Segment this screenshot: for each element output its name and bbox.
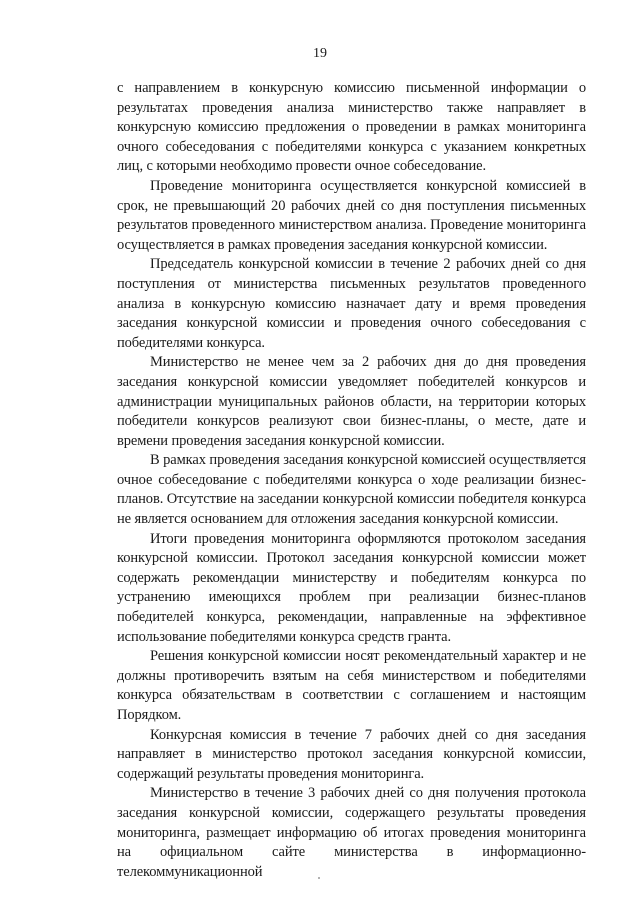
paragraph: Министерство не менее чем за 2 рабочих дня до дня проведения заседания конкурсной комиссии уведомляет победителей конкурсов и администрации муниципальных районов области, на территории которых победители конкурсов реализуют свои бизнес-планы, о месте, дате и времени проведения заседания конкурсной комиссии. (117, 354, 586, 449)
paragraph: Министерство в течение 3 рабочих дней со дня получения протокола заседания конкурсной комиссии, содержащего результаты проведения мониторинга, размещает информацию об итогах проведения мониторинга на официальном сайте министерства в информационно-телекоммуникационной (117, 785, 586, 880)
document-body (117, 79, 586, 882)
page-number: 19 (313, 46, 327, 61)
paragraph: Решения конкурсной комиссии носят рекомендательный характер и не должны противоречить взятым на себя министерством и победителями конкурса обязательствам в соответствии с соглашением и настоящим Порядком. (117, 648, 586, 723)
paragraph: В рамках проведения заседания конкурсной комиссией осуществляется очное собеседование с победителями конкурса о ходе реализации бизнес-планов. Отсутствие на заседании конкурсной комиссии победителя конкурса не является основанием для отложения заседания конкурсной комиссии. (117, 452, 586, 528)
scan-dot-mark (318, 877, 320, 879)
paragraph: Конкурсная комиссия в течение 7 рабочих дней со дня заседания направляет в министерство протокол заседания конкурсной комиссии, содержащий результаты проведения мониторинга. (117, 726, 586, 782)
paragraph: с направлением в конкурсную комиссию письменной информации о результатах проведения анализа министерство также направляет в конкурсную комиссию предложения о проведении в рамках мониторинга очного собеседования с победителями конкурса с указанием конкретных лиц, с которыми необходимо провести очное собеседование. (117, 80, 586, 175)
paragraph: Председатель конкурсной комиссии в течение 2 рабочих дней со дня поступления от министерства письменных результатов проведенного анализа в конкурсную комиссию назначает дату и время проведения заседания конкурсной комиссии и проведения очного собеседования с победителями конкурса. (117, 256, 586, 351)
paragraph: Итоги проведения мониторинга оформляются протоколом заседания конкурсной комиссии. Протокол заседания конкурсной комиссии может содержать рекомендации министерству и победителям конкурса по устранению имеющихся проблем при реализации бизнес-планов победителей конкурса, рекомендации, направленные на эффективное использование победителями конкурса средств гранта. (117, 530, 586, 645)
paragraph: Проведение мониторинга осуществляется конкурсной комиссией в срок, не превышающий 20 рабочих дней со дня поступления письменных результатов проведенного министерством анализа. Проведение мониторинга осуществляется в рамках проведения заседания конкурсной комиссии. (117, 177, 586, 253)
